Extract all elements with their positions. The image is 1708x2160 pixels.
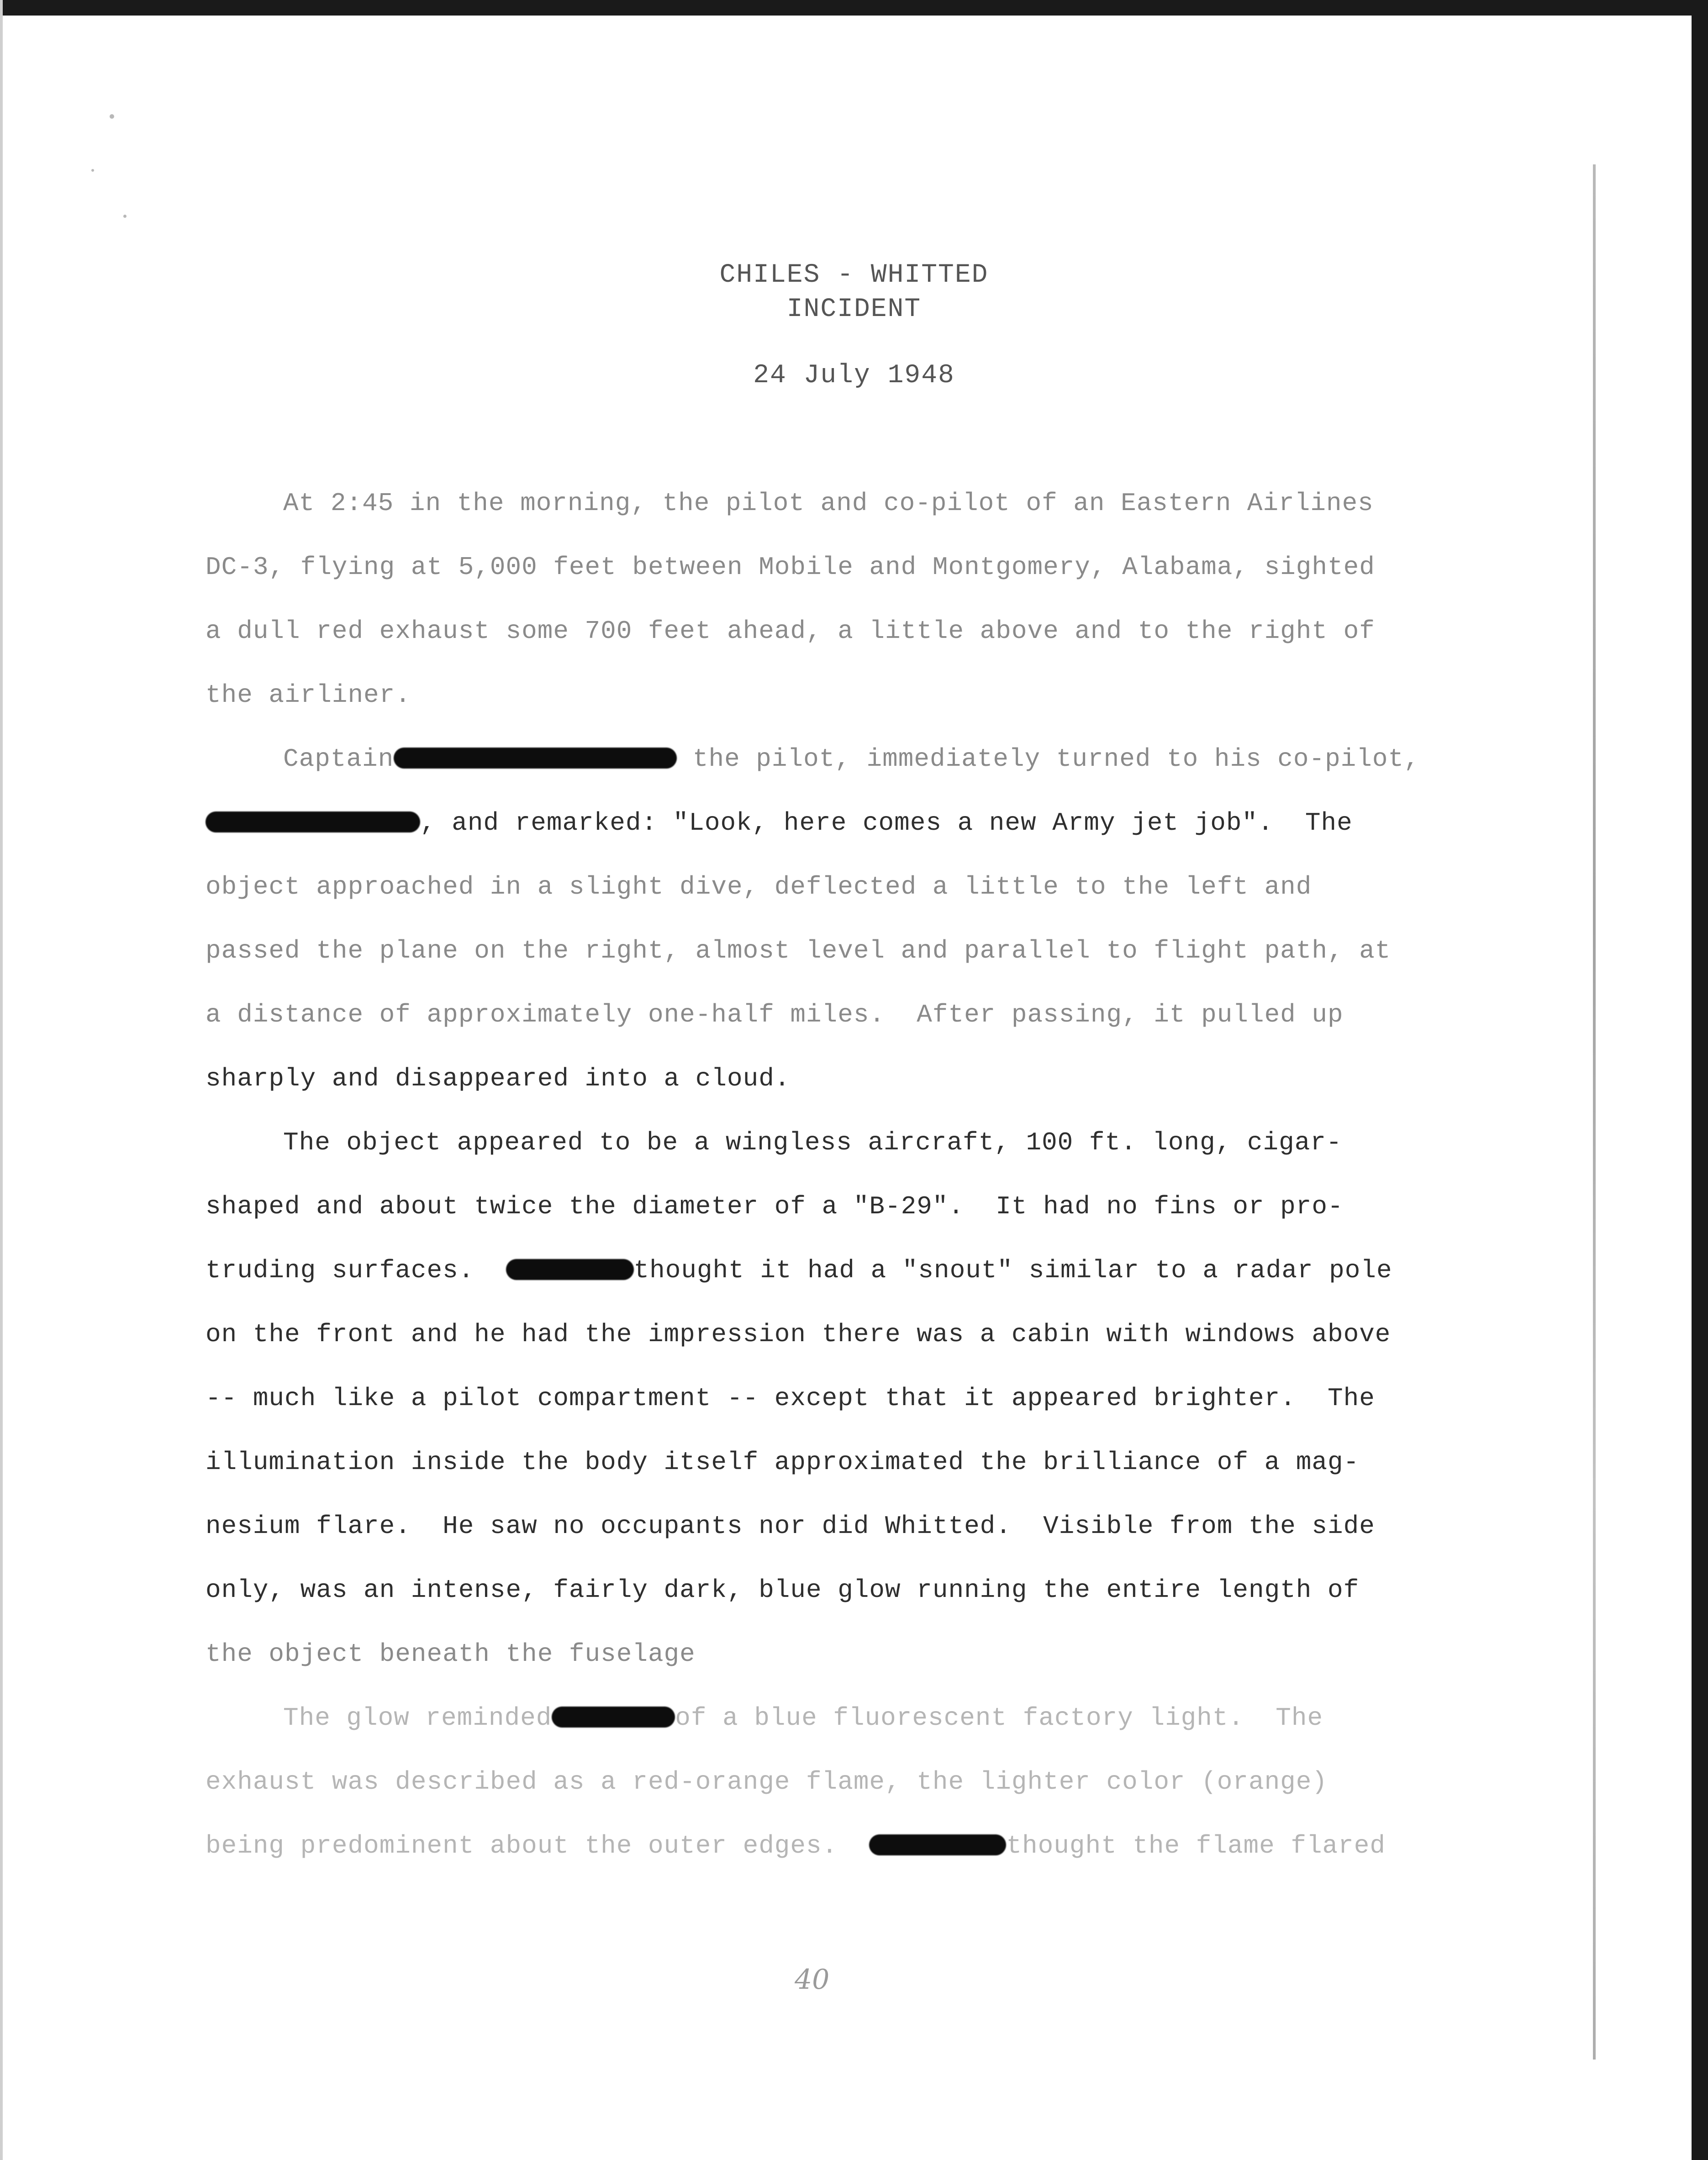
text-line: At 2:45 in the morning, the pilot and co-pilot of an Eastern Airlines — [283, 489, 1374, 518]
text-fragment: the pilot, immediately turned to his co-pilot, — [677, 744, 1420, 774]
page-number: 40 — [795, 1964, 830, 1996]
redaction-bar — [206, 811, 420, 832]
text-fragment: The glow reminded — [283, 1703, 552, 1733]
text-fragment: thought the flame flared — [1006, 1831, 1386, 1860]
text-line: The object appeared to be a wingless aircraft, 100 ft. long, cigar- — [283, 1128, 1342, 1157]
redaction-bar — [506, 1259, 634, 1280]
scan-speck — [91, 169, 94, 172]
text-line: object approached in a slight dive, deflected a little to the left and — [206, 872, 1312, 901]
text-line: illumination inside the body itself approximated the brilliance of a mag- — [206, 1448, 1360, 1477]
scan-speck — [110, 114, 114, 119]
text-line — [283, 1703, 1323, 1733]
text-line: -- much like a pilot compartment -- except that it appeared brighter. The — [206, 1384, 1375, 1413]
text-line: a dull red exhaust some 700 feet ahead, a little above and to the right of — [206, 616, 1375, 646]
document-title-line-2: INCIDENT — [786, 295, 922, 324]
text-fragment: truding surfaces. — [206, 1256, 474, 1285]
scan-border-top — [0, 0, 1708, 16]
text-line: DC-3, flying at 5,000 feet between Mobile and Montgomery, Alabama, sighted — [206, 553, 1375, 582]
text-line: sharply and disappeared into a cloud. — [206, 1064, 791, 1093]
text-line — [206, 808, 1353, 838]
redaction-bar — [869, 1834, 1006, 1855]
text-line: a distance of approximately one-half miles. After passing, it pulled up — [206, 1000, 1344, 1029]
text-line — [283, 744, 1420, 774]
page-edge — [1593, 164, 1596, 2060]
document-date: 24 July 1948 — [753, 361, 955, 390]
text-line: only, was an intense, fairly dark, blue glow running the entire length of — [206, 1575, 1360, 1605]
scan-speck — [123, 215, 127, 218]
text-fragment: of a blue fluorescent factory light. The — [675, 1703, 1323, 1733]
text-line: nesium flare. He saw no occupants nor did Whitted. Visible from the side — [206, 1512, 1375, 1541]
text-line — [206, 1256, 1392, 1285]
text-line: on the front and he had the impression there was a cabin with windows above — [206, 1320, 1391, 1349]
text-line: the object beneath the fuselage — [206, 1639, 696, 1669]
document-title-line-1: CHILES - WHITTED — [719, 260, 989, 290]
text-fragment: Captain — [283, 744, 394, 774]
text-fragment: thought it had a "snout" similar to a radar pole — [633, 1256, 1392, 1285]
text-fragment: being predominent about the outer edges. — [206, 1831, 838, 1860]
text-line: passed the plane on the right, almost level and parallel to flight path, at — [206, 936, 1391, 965]
text-line: exhaust was described as a red-orange flame, the lighter color (orange) — [206, 1767, 1328, 1796]
text-fragment: , and remarked: "Look, here comes a new Army jet job". The — [420, 808, 1353, 838]
text-line — [206, 1831, 1386, 1860]
text-line: shaped and about twice the diameter of a "B-29". It had no fins or pro- — [206, 1192, 1344, 1221]
redaction-bar — [552, 1707, 675, 1728]
redaction-bar — [394, 748, 677, 769]
text-line: the airliner. — [206, 680, 411, 710]
